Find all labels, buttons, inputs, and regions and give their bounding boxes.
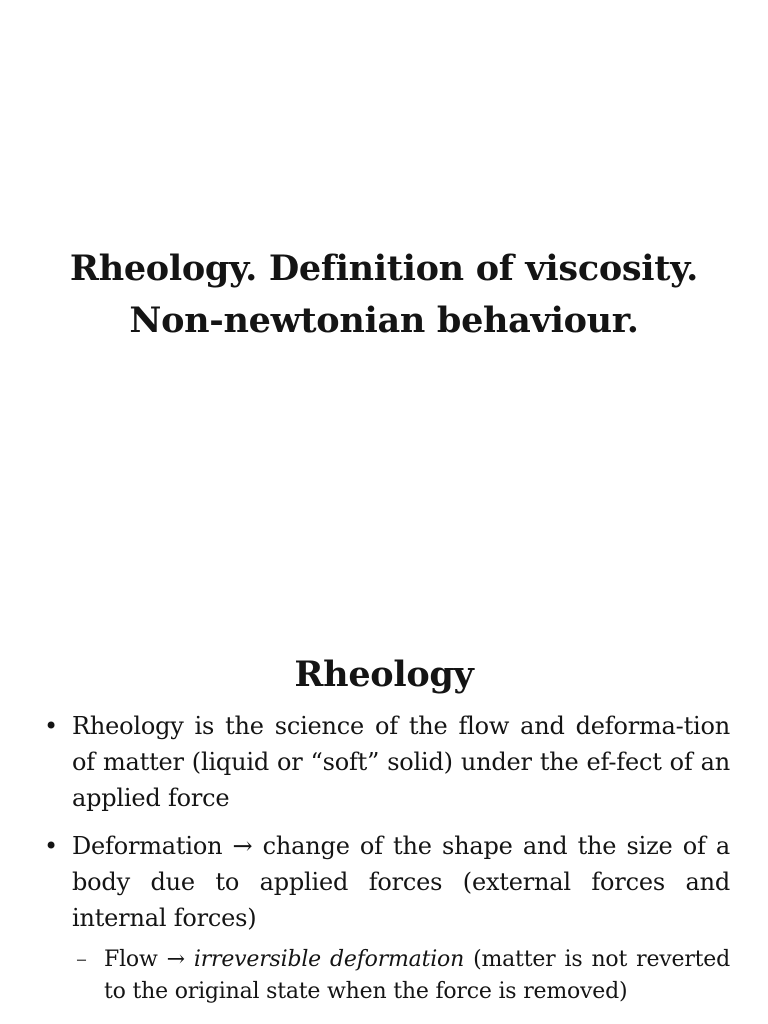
section-heading: Rheology (294, 654, 474, 696)
bullet-marker: • (44, 832, 58, 860)
sub-bullet-rest: (matter is not reverted to the original state when the force is removed) (104, 947, 730, 1004)
bullet-item-rheology (40, 708, 730, 816)
slide-title-line-2: Non-newtonian behaviour. (129, 300, 639, 342)
bullet-list (40, 708, 730, 1020)
bullet-item-deformation (40, 828, 730, 1008)
slide-title (0, 243, 768, 347)
bullet-text: Rheology is the science of the flow and deforma-tion of matter (liquid or “soft” solid) under the ef-fect of an applied force (72, 712, 730, 812)
bullet-marker: • (44, 712, 58, 740)
bullet-text: Deformation → change of the shape and the size of a body due to applied forces (external forces and internal forces) (72, 832, 730, 932)
sub-bullet-list (72, 944, 730, 1008)
sub-bullet-item-flow (72, 944, 730, 1008)
sub-bullet-lead: Flow → (104, 947, 194, 972)
slide-title-line-1: Rheology. Definition of viscosity. (69, 248, 699, 290)
sub-bullet-emphasis: irreversible deformation (193, 947, 465, 972)
sub-bullet-marker: – (76, 947, 87, 972)
